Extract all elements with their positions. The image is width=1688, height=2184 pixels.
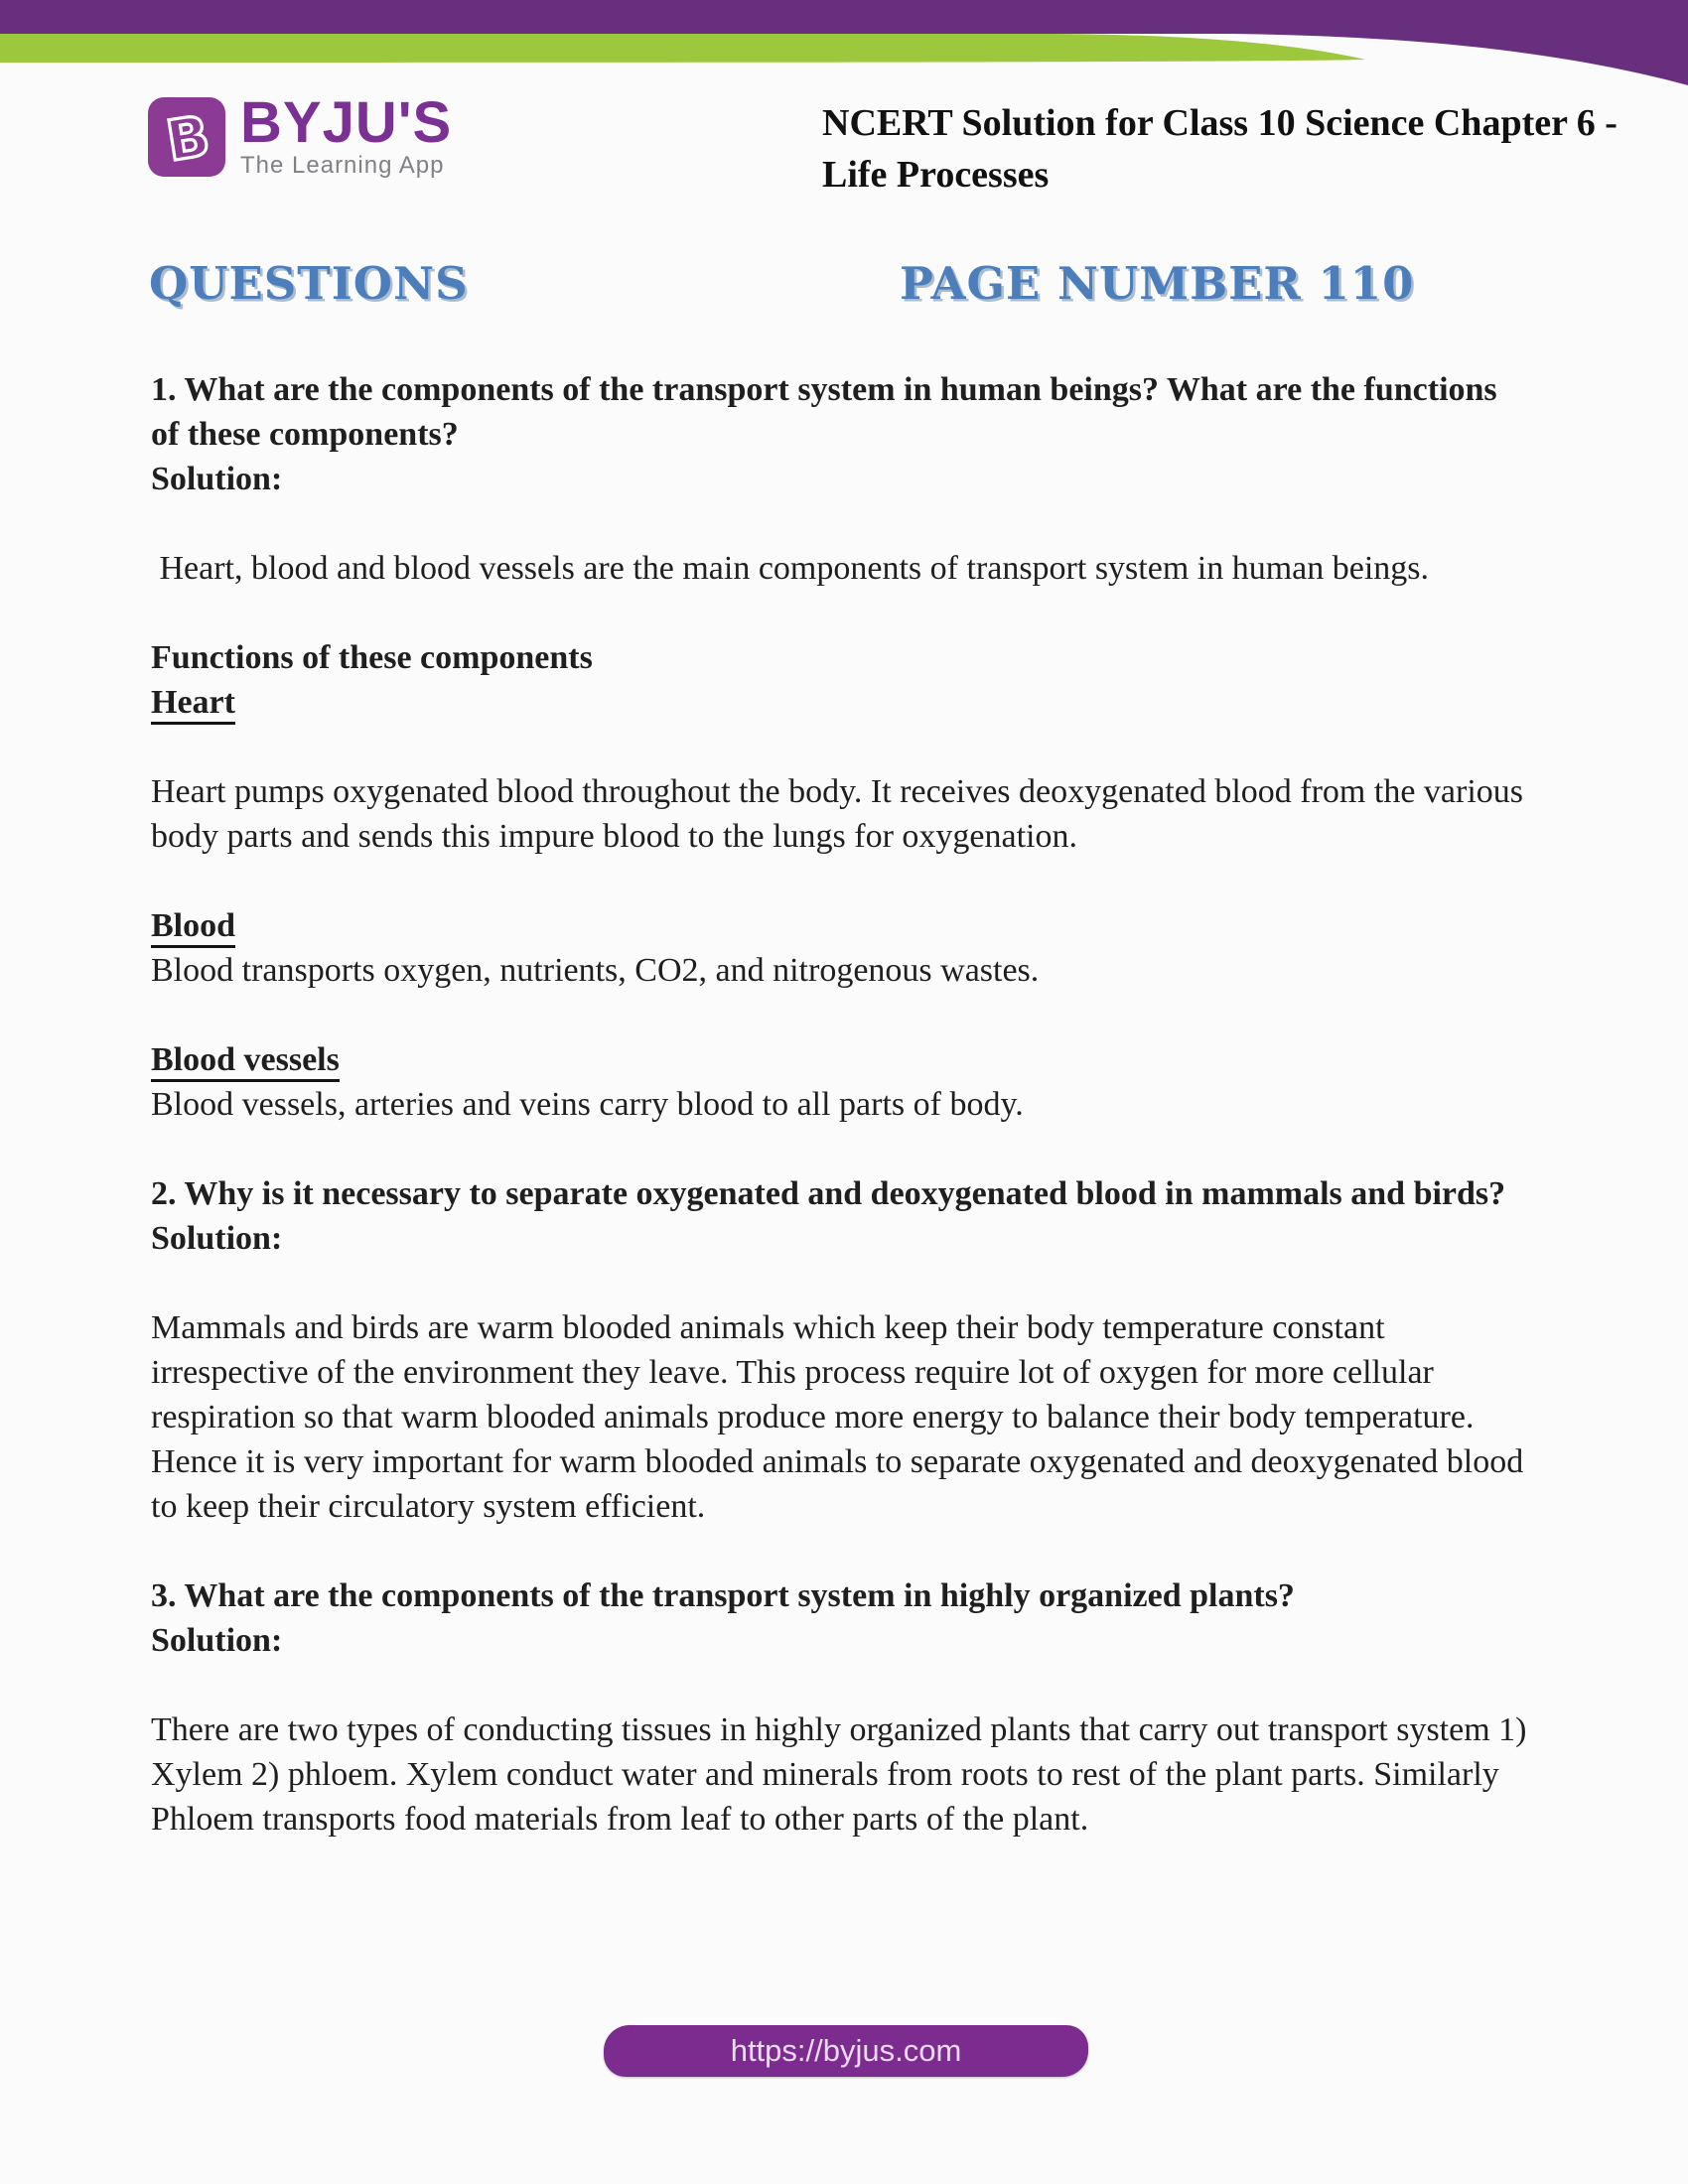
answer-3-paragraph: There are two types of conducting tissues in highly organized plants that carry out transport system 1) Xylem 2) phloem. Xylem conduct water and minerals from roots to rest of the plant parts. Similarly Phloem transports food materials from leaf to other parts of the plant.	[151, 1711, 1535, 1838]
banner-swoosh-graphic	[0, 0, 1688, 99]
questions-heading: QUESTIONS	[149, 257, 469, 310]
heart-heading: Heart	[151, 680, 1533, 725]
blood-heading: Blood	[151, 903, 1533, 948]
brand-name: BYJU'S	[240, 90, 453, 155]
page-title-line2: Life Processes	[822, 154, 1050, 196]
footer-url-text: https://byjus.com	[730, 2033, 962, 2068]
page-number-heading: PAGE NUMBER 110	[900, 257, 1415, 310]
blood-vessels-paragraph: Blood vessels, arteries and veins carry blood to all parts of body.	[151, 1086, 1024, 1123]
top-banner	[0, 0, 1688, 99]
document-body	[151, 367, 1533, 1842]
answer-1-paragraph: Heart, blood and blood vessels are the main components of transport system in human beings.	[151, 550, 1430, 587]
page-title-line1: NCERT Solution for Class 10 Science Chapter 6 -	[822, 102, 1618, 144]
byjus-logo	[147, 90, 453, 179]
blood-paragraph: Blood transports oxygen, nutrients, CO2, and nitrogenous wastes.	[151, 952, 1040, 989]
question-3-text: 3. What are the components of the transport system in highly organized plants?	[151, 1577, 1295, 1614]
logo-b-icon	[147, 95, 226, 179]
solution-label-2: Solution:	[151, 1220, 283, 1257]
svg-text:B: B	[162, 103, 214, 175]
solution-label-3: Solution:	[151, 1622, 283, 1659]
footer-url-pill[interactable]	[604, 2025, 1088, 2077]
banner-green-band	[0, 34, 1365, 63]
brand-tagline: The Learning App	[240, 152, 445, 179]
question-2-text: 2. Why is it necessary to separate oxygenated and deoxygenated blood in mammals and birds?	[151, 1175, 1506, 1212]
blood-vessels-heading: Blood vessels	[151, 1037, 1533, 1082]
solution-label-1: Solution:	[151, 461, 283, 497]
question-1-text: 1. What are the components of the transport system in human beings? What are the functions of these components?	[151, 371, 1506, 453]
heart-paragraph: Heart pumps oxygenated blood throughout the body. It receives deoxygenated blood from the various body parts and sends this impure blood to the lungs for oxygenation.	[151, 773, 1532, 855]
page-title	[822, 97, 1666, 201]
answer-2-paragraph: Mammals and birds are warm blooded animals which keep their body temperature constant irrespective of the environment they leave. This process require lot of oxygen for more cellular respiration so that warm blooded animals produce more energy to balance their body temperature. Hence it is very important for warm blooded animals to separate oxygenated and deoxygenated blood to keep their circulatory system efficient.	[151, 1309, 1532, 1525]
logo-text	[240, 90, 453, 179]
functions-heading: Functions of these components	[151, 639, 593, 676]
